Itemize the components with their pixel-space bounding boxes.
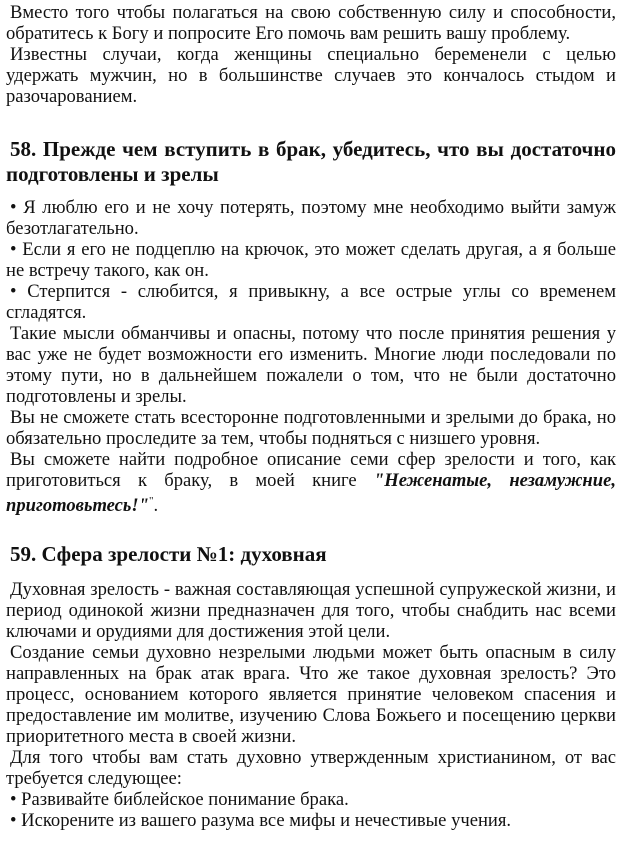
paragraph: Такие мысли обманчивы и опасны, потому что после принятия решения у вас уже не будет возможности его изменить. Многие люди последовали по этому пути, но в дальнейшем пожалели о том, что не были достаточно подготовлены и зрелы. — [6, 323, 616, 407]
paragraph: Вы не сможете стать всесторонне подготовленными и зрелыми до брака, но обязательно проследите за тем, чтобы подняться с низшего уровня. — [6, 407, 616, 449]
paragraph: Известны случаи, когда женщины специально беременели с целью удержать мужчин, но в большинстве случаев это кончалось стыдом и разочарованием. — [6, 44, 616, 107]
bullet-item: • Развивайте библейское понимание брака. — [10, 789, 349, 811]
paragraph: Духовная зрелость - важная составляющая успешной супружеской жизни, и период одинокой жизни предназначен для того, чтобы снабдить нас всеми ключами и орудиями для достижения этой цели. — [6, 579, 616, 643]
footnote-mark: " — [149, 495, 154, 507]
paragraph: Для того чтобы вам стать духовно утвержденным христианином, от вас требуется следующее: — [6, 747, 616, 790]
paragraph: Вместо того чтобы полагаться на свою собственную силу и способности, обратитесь к Богу и попросите Его помочь вам решить вашу проблему. — [6, 2, 616, 44]
book-title: "Неженатые, незамужние, приготовьтесь!" — [6, 470, 616, 517]
bullet-item: • Искорените из вашего разума все мифы и нечестивые учения. — [10, 810, 512, 832]
bullet-item: • Стерпится - слюбится, я привыкну, а все острые углы со временем сгладятся. — [6, 281, 616, 323]
trailing-period: . — [153, 495, 159, 517]
section-heading-59: 59. Сфера зрелости №1: духовная — [10, 542, 327, 567]
paragraph-book-reference — [6, 449, 616, 516]
section-heading-58: 58. Прежде чем вступить в брак, убедитесь, что вы достаточно подготовлены и зрелы — [6, 137, 616, 186]
paragraph-text: Вы сможете найти подробное описание семи сфер зрелости и того, как приготовиться к браку, в моей книге — [6, 449, 616, 491]
bullet-item: • Если я его не подцеплю на крючок, это может сделать другая, а я больше не встречу такого, как он. — [6, 239, 616, 281]
bullet-item: • Я люблю его и не хочу потерять, поэтому мне необходимо выйти замуж безотлагательно. — [6, 197, 616, 239]
paragraph: Создание семьи духовно незрелыми людьми может быть опасным в силу направленных на брак атак врага. Что же такое духовная зрелость? Это процесс, основанием которого является принятие человеком спасения и предоставление им молитве, изучению Слова Божьего и посещению церкви приоритетного места в своей жизни. — [6, 642, 616, 748]
